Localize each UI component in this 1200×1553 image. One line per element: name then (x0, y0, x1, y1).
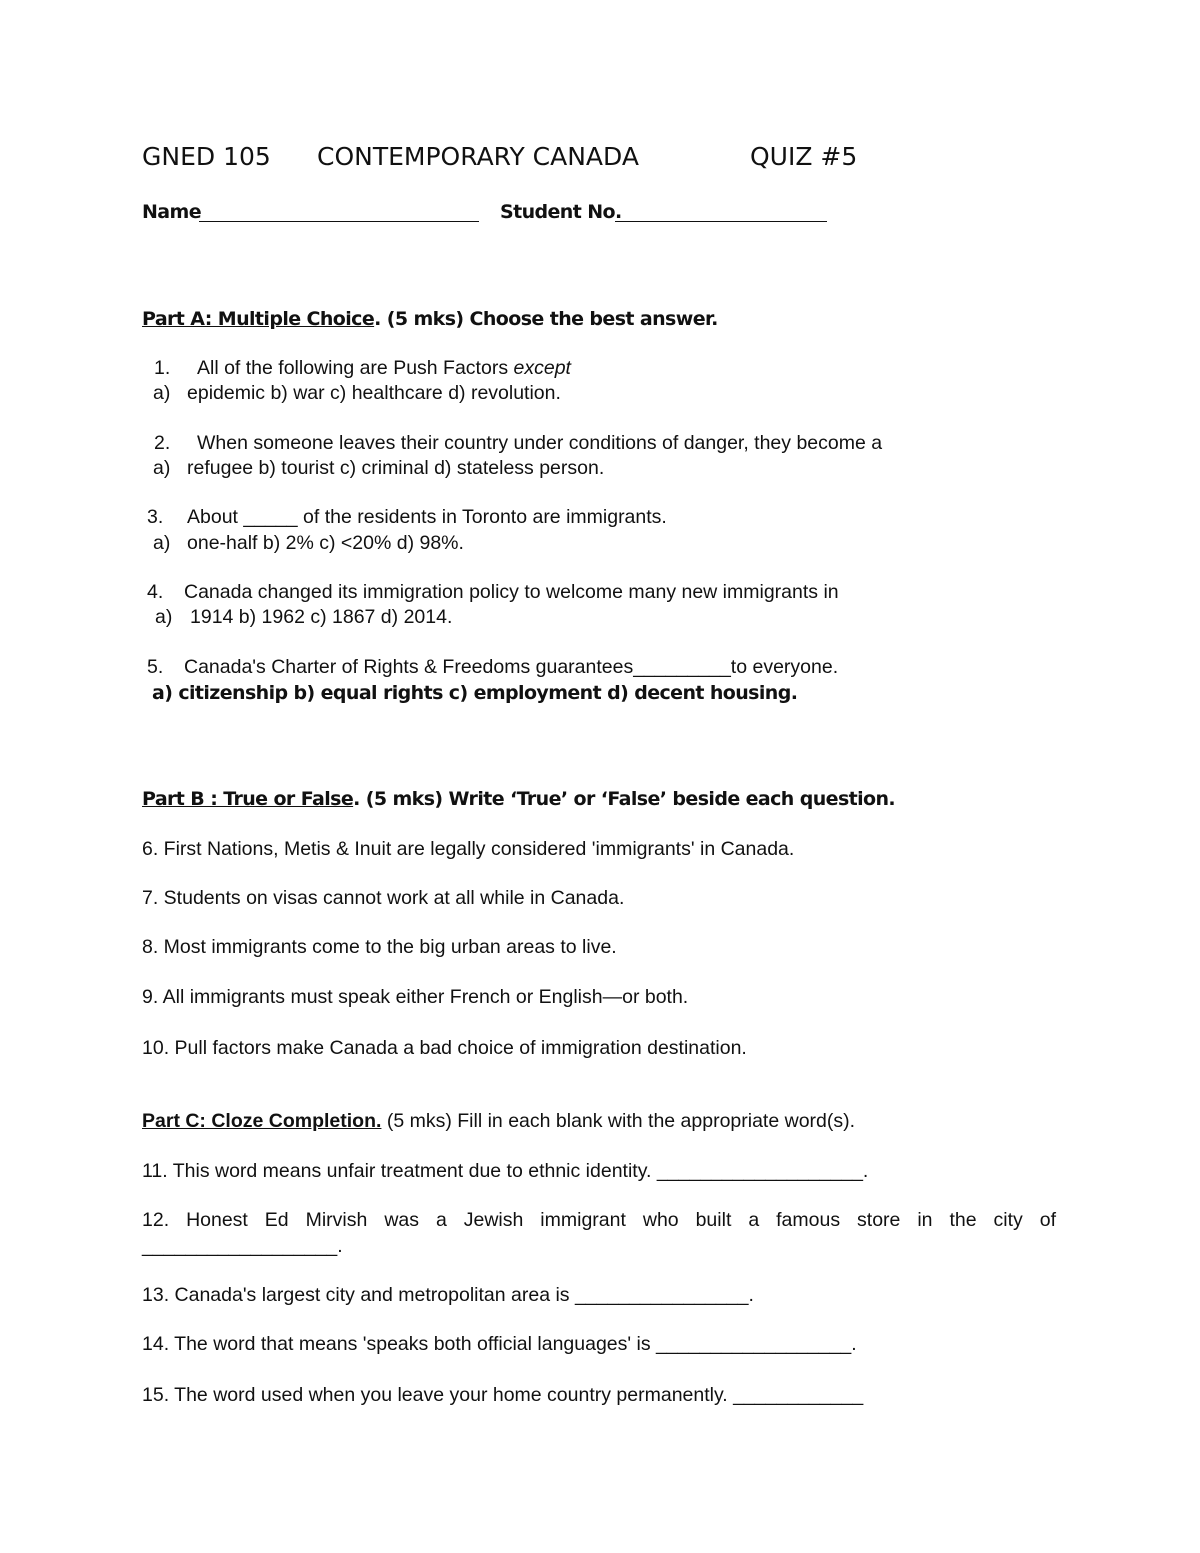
q1-number: 1. (154, 357, 171, 379)
q1-options: epidemic b) war c) healthcare d) revolution. (187, 382, 561, 404)
q1-text (197, 357, 571, 380)
q1-stem: All of the following are Push Factors (197, 357, 514, 379)
q1-emphasis: except (513, 357, 571, 379)
q1-letter: a) (153, 382, 171, 404)
course-title: CONTEMPORARY CANADA (317, 142, 639, 171)
q9-text: 9. All immigrants must speak either French or English—or both. (142, 986, 689, 1008)
part-b-instruction: (5 mks) Write ‘True’ or ‘False’ beside each question. (359, 788, 896, 810)
q3-text: About _____ of the residents in Toronto are immigrants. (187, 506, 667, 528)
q3-number: 3. (147, 506, 164, 528)
q8-text: 8. Most immigrants come to the big urban areas to live. (142, 936, 617, 958)
q12-text-line1: 12. Honest Ed Mirvish was a Jewish immigrant who built a famous store in the city of (142, 1209, 1056, 1231)
part-b-heading (142, 788, 895, 810)
part-a-instruction: (5 mks) Choose the best answer. (380, 308, 718, 330)
q3-options: one-half b) 2% c) <20% d) 98%. (187, 532, 464, 554)
q2-options: refugee b) tourist c) criminal d) stateless person. (187, 457, 605, 479)
q2-text: When someone leaves their country under conditions of danger, they become a (197, 432, 883, 454)
q2-number: 2. (154, 432, 171, 454)
q3-letter: a) (153, 532, 171, 554)
q5-options: a) citizenship b) equal rights c) employment d) decent housing. (152, 682, 798, 704)
part-a-punct: . (374, 308, 381, 330)
quiz-number: QUIZ #5 (750, 142, 858, 171)
part-b-punct: . (353, 788, 360, 810)
q10-text: 10. Pull factors make Canada a bad choice of immigration destination. (142, 1037, 747, 1059)
part-a-heading (142, 308, 718, 330)
q4-text: Canada changed its immigration policy to welcome many new immigrants in (184, 581, 839, 603)
q4-options: 1914 b) 1962 c) 1867 d) 2014. (190, 606, 453, 628)
part-c-heading (142, 1110, 855, 1133)
q4-number: 4. (147, 581, 164, 603)
course-code: GNED 105 (142, 142, 271, 171)
name-blank[interactable] (199, 221, 479, 222)
q11-text: 11. This word means unfair treatment due to ethnic identity. ___________________. (142, 1160, 869, 1182)
q14-text: 14. The word that means 'speaks both official languages' is __________________. (142, 1333, 857, 1355)
name-label: Name (142, 201, 202, 223)
part-b-title: Part B : True or False (142, 788, 354, 810)
part-c-title: Part C: Cloze Completion. (142, 1110, 382, 1132)
q7-text: 7. Students on visas cannot work at all while in Canada. (142, 887, 625, 909)
q6-text: 6. First Nations, Metis & Inuit are legally considered 'immigrants' in Canada. (142, 838, 795, 860)
q13-text: 13. Canada's largest city and metropolitan area is ________________. (142, 1284, 754, 1306)
q2-letter: a) (153, 457, 171, 479)
q4-letter: a) (155, 606, 173, 628)
student-no-blank[interactable] (615, 221, 827, 222)
student-no-label: Student No. (500, 201, 622, 223)
q5-number: 5. (147, 656, 164, 678)
q5-text: Canada's Charter of Rights & Freedoms guarantees_________to everyone. (184, 656, 839, 678)
q12-text-line2: __________________. (142, 1235, 343, 1257)
q15-text: 15. The word used when you leave your home country permanently. ____________ (142, 1384, 864, 1406)
part-c-instruction: (5 mks) Fill in each blank with the appropriate word(s). (381, 1110, 856, 1132)
part-a-title: Part A: Multiple Choice (142, 308, 375, 330)
